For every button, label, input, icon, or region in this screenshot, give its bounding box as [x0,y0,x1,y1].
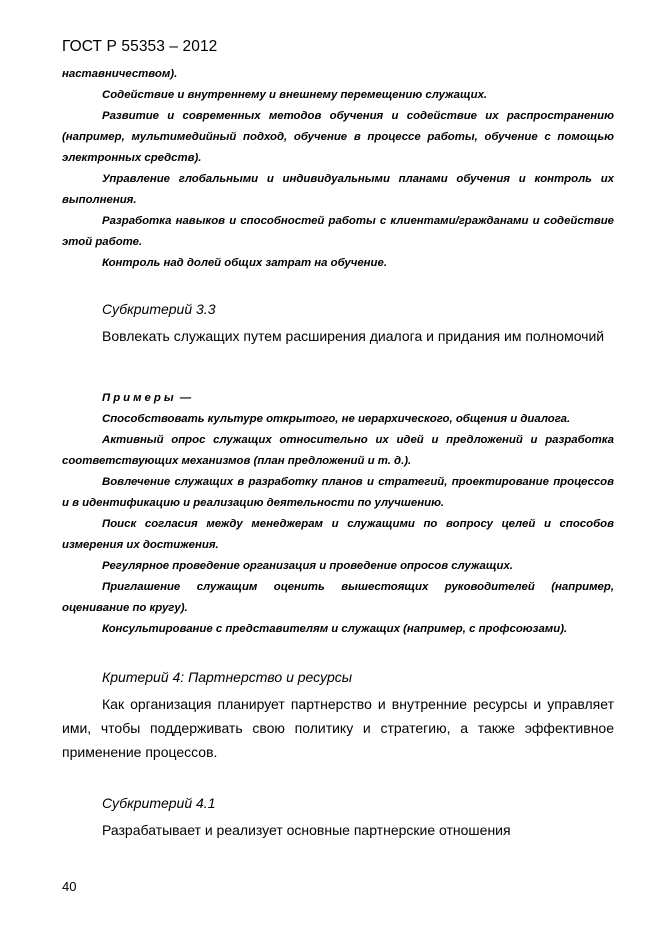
document-header: ГОСТ Р 55353 – 2012 [62,38,218,55]
example-item: Поиск согласия между менеджерам и служащими по вопросу целей и способов измерения их достижения. [62,518,614,551]
examples-dash: — [176,392,192,404]
criterion-4 [62,666,614,764]
example-item: Регулярное проведение организация и проведение опросов служащих. [102,560,513,572]
page-number: 40 [62,879,77,894]
examples-block [62,388,614,640]
example-item: Консультирование с представителям и служащих (например, с профсоюзами). [102,623,568,635]
subcriterion-4-1-text: Разрабатывает и реализует основные партнерские отношения [102,822,511,838]
paragraph-modern-training-methods: Развитие и современных методов обучения и содействие их распространению (например, мультимедийный подход, обучение в процессе работы, обучение с помощью электронных средств). [62,110,614,164]
example-item: Способствовать культуре открытого, не иерархического, общения и диалога. [102,413,571,425]
example-item: Активный опрос служащих относительно их идей и предложений и разработка соответствующих механизмов (план предложений и т. д.). [62,434,614,467]
subcriterion-4-1 [62,792,614,842]
paragraph-training-plans: Управление глобальными и индивидуальными планами обучения и контроль их выполнения. [62,173,614,206]
subcriterion-3-3-text: Вовлекать служащих путем расширения диалога и придания им полномочий [102,328,605,344]
paragraph-continuation: наставничеством). [62,68,178,80]
subcriterion-4-1-heading: Субкритерий 4.1 [102,795,216,811]
paragraph-staff-movement: Содействие и внутреннему и внешнему перемещению служащих. [102,89,488,101]
paragraph-client-skills: Разработка навыков и способностей работы с клиентами/гражданами и содействие этой работе. [62,215,614,248]
paragraph-training-costs: Контроль над долей общих затрат на обучение. [102,257,388,269]
subcriterion-3-3 [62,298,614,348]
subcriterion-3-3-heading: Субкритерий 3.3 [102,301,216,317]
example-item: Приглашение служащим оценить вышестоящих руководителей (например, оценивание по кругу). [62,581,614,614]
examples-label: Примеры [102,392,177,404]
training-measures-block [62,64,614,274]
example-item: Вовлечение служащих в разработку планов и стратегий, проектирование процессов и в идентификацию и реализацию деятельности по улучшению. [62,476,614,509]
examples-heading [62,388,614,409]
criterion-4-text: Как организация планирует партнерство и внутренние ресурсы и управляет ими, чтобы поддерживать свою политику и стратегию, а также эффективное применение процессов. [62,696,614,760]
criterion-4-heading: Критерий 4: Партнерство и ресурсы [102,669,353,685]
